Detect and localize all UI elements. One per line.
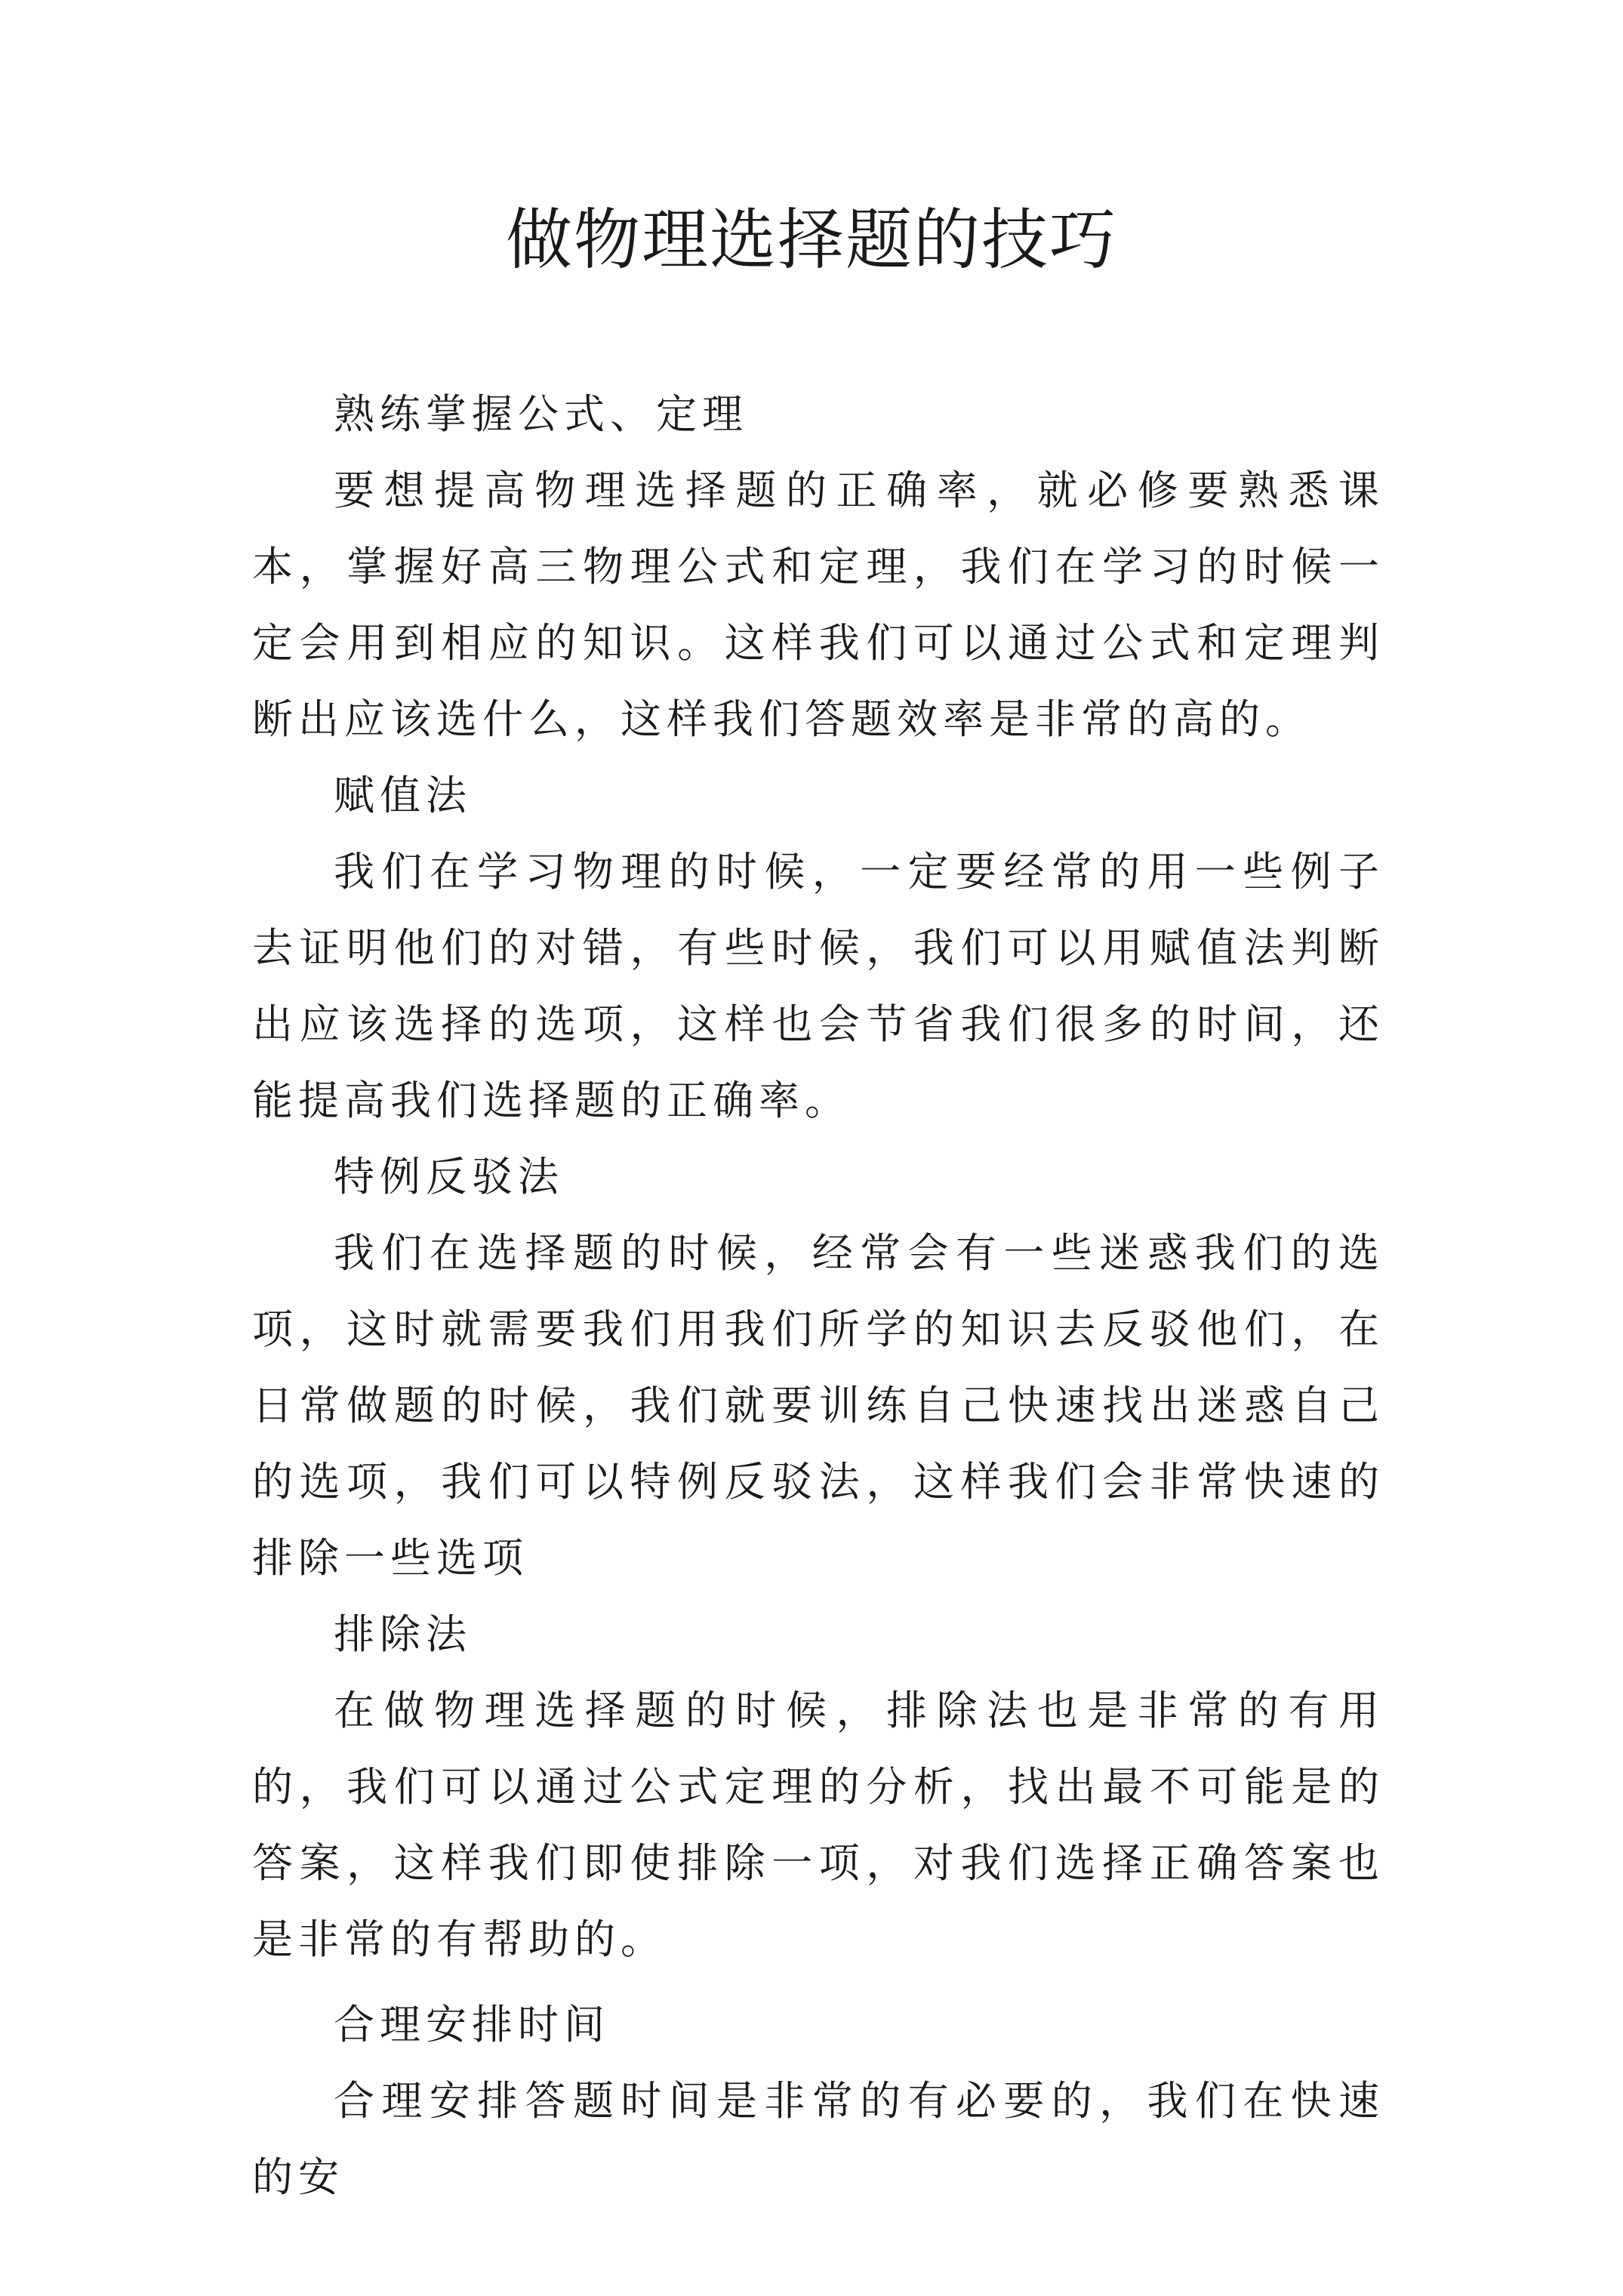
- section-paragraph: 我们在选择题的时候，经常会有一些迷惑我们的选项，这时就需要我们用我们所学的知识去反驳他们，在日常做题的时候，我们就要训练自己快速找出迷惑自己的选项，我们可以特例反驳法，这样我们会非常快速的排除一些选项: [252, 1229, 1384, 1582]
- section-heading: 排除法: [334, 1610, 472, 1658]
- section-heading: 合理安排时间: [334, 2001, 610, 2048]
- document-body: [252, 376, 1384, 2215]
- section-heading: 熟练掌握公式、定理: [334, 390, 748, 438]
- section-paragraph: 我们在学习物理的时候，一定要经常的用一些例子去证明他们的对错，有些时候，我们可以用赋值法判断出应该选择的选项，这样也会节省我们很多的时间，还能提高我们选择题的正确率。: [252, 848, 1384, 1124]
- section-paragraph: 要想提高物理选择题的正确率，就必修要熟悉课本，掌握好高三物理公式和定理，我们在学习的时候一定会用到相应的知识。这样我们可以通过公式和定理判断出应该选什么，这样我们答题效率是非常的高的。: [252, 467, 1384, 743]
- section-heading: 赋值法: [334, 772, 472, 819]
- page-title: 做物理选择题的技巧: [505, 201, 1117, 279]
- section-paragraph: 合理安排答题时间是非常的有必要的，我们在快速的安: [252, 2077, 1384, 2201]
- section-paragraph: 在做物理选择题的时候，排除法也是非常的有用的，我们可以通过公式定理的分析，找出最不可能是的答案，这样我们即使排除一项，对我们选择正确答案也是非常的有帮助的。: [252, 1687, 1384, 1963]
- section-heading: 特例反驳法: [334, 1153, 564, 1200]
